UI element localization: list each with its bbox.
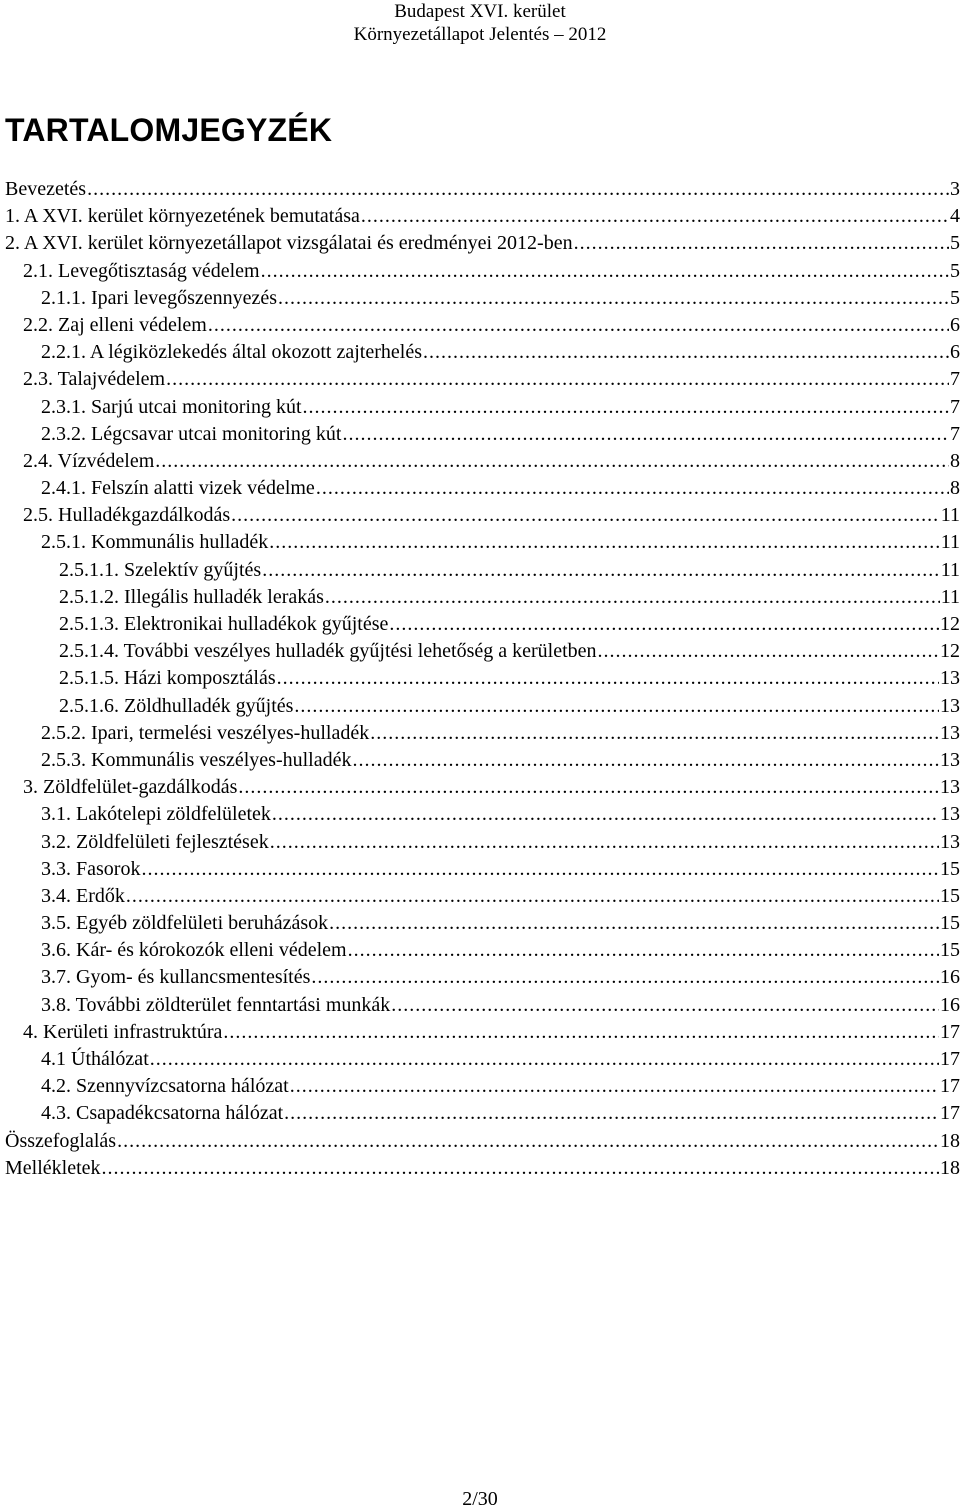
header-report-title: Környezetállapot Jelentés – 2012 — [353, 24, 607, 45]
toc-entry-page: 13 — [940, 803, 960, 826]
toc-leader-dots — [155, 448, 949, 475]
toc-entry[interactable] — [5, 394, 960, 421]
toc-leader-dots — [284, 1100, 939, 1127]
toc-entry[interactable] — [5, 693, 960, 720]
toc-entry[interactable] — [5, 475, 960, 502]
toc-entry-page: 15 — [940, 857, 960, 880]
toc-entry-label: 2.3.1. Sarjú utcai monitoring kút — [41, 395, 302, 418]
toc-leader-dots — [342, 421, 949, 448]
toc-entry-page: 6 — [950, 313, 960, 336]
toc-entry[interactable] — [5, 856, 960, 883]
toc-entry-page: 15 — [940, 912, 960, 935]
toc-leader-dots — [598, 638, 939, 665]
toc-entry[interactable] — [5, 312, 960, 339]
toc-entry[interactable] — [5, 665, 960, 692]
toc-entry-label: 2.2.1. A légiközlekedés által okozott zajterhelés — [41, 341, 422, 364]
toc-entry-label: 3.8. További zöldterület fenntartási munkák — [41, 993, 391, 1016]
toc-entry-page: 15 — [940, 939, 960, 962]
toc-entry-page: 7 — [950, 395, 960, 418]
toc-leader-dots — [316, 475, 949, 502]
toc-leader-dots — [370, 720, 939, 747]
toc-entry[interactable] — [5, 1073, 960, 1100]
toc-leader-dots — [102, 1155, 939, 1182]
toc-entry-label: 2.1. Levegőtisztaság védelem — [23, 259, 260, 282]
toc-entry[interactable] — [5, 502, 960, 529]
toc-entry-page: 4 — [950, 205, 960, 228]
toc-entry-label: 3.2. Zöldfelületi fejlesztések — [41, 830, 269, 853]
toc-entry[interactable] — [5, 638, 960, 665]
toc-title: TARTALOMJEGYZÉK — [5, 112, 333, 148]
toc-entry-page: 17 — [940, 1048, 960, 1070]
toc-entry[interactable] — [5, 1128, 960, 1155]
toc-leader-dots — [389, 611, 939, 638]
toc-entry-page: 5 — [950, 286, 960, 309]
toc-entry-page: 12 — [940, 613, 960, 635]
page-number: 2/30 — [462, 1488, 498, 1510]
toc-entry-page: 6 — [950, 341, 960, 364]
toc-leader-dots — [311, 964, 939, 991]
toc-leader-dots — [261, 258, 949, 285]
toc-entry[interactable] — [5, 910, 960, 937]
toc-entry-label: 2.5.1.4. További veszélyes hulladék gyűjtési lehetőség a kerületben — [59, 640, 597, 663]
toc-entry-page: 12 — [940, 640, 960, 663]
toc-entry-page: 11 — [940, 504, 960, 527]
toc-entry[interactable] — [5, 611, 960, 638]
toc-entry[interactable] — [5, 747, 960, 774]
toc-leader-dots — [277, 665, 939, 692]
toc-leader-dots — [329, 910, 939, 937]
toc-entry-label: 2.5.1.1. Szelektív gyűjtés — [59, 558, 262, 581]
toc-entry-label: 2.2. Zaj elleni védelem — [23, 313, 207, 336]
toc-entry-label: 4.3. Csapadékcsatorna hálózat — [41, 1102, 284, 1125]
toc-entry-label: 4. Kerületi infrastruktúra — [23, 1020, 223, 1043]
toc-entry-page: 5 — [950, 232, 960, 255]
toc-entry-page: 13 — [940, 694, 960, 717]
toc-leader-dots — [361, 203, 949, 230]
toc-entry[interactable] — [5, 421, 960, 448]
toc-entry-page: 7 — [950, 422, 960, 445]
toc-leader-dots — [269, 529, 940, 556]
toc-leader-dots — [423, 339, 949, 366]
toc-entry-page: 11 — [940, 531, 960, 554]
toc-leader-dots — [574, 230, 949, 257]
toc-entry-page: 16 — [940, 993, 960, 1016]
toc-entry[interactable] — [5, 774, 960, 801]
toc-entry-page: 11 — [940, 585, 960, 608]
toc-leader-dots — [117, 1128, 939, 1155]
toc-entry-page: 13 — [940, 667, 960, 690]
toc-entry[interactable] — [5, 1046, 960, 1073]
toc-leader-dots — [141, 856, 939, 883]
header-district: Budapest XVI. kerület — [394, 1, 566, 22]
toc-leader-dots — [166, 366, 949, 393]
toc-leader-dots — [353, 747, 940, 774]
toc-leader-dots — [150, 1046, 939, 1073]
toc-entry[interactable] — [5, 176, 960, 203]
toc-entry-page: 8 — [950, 449, 960, 472]
toc-entry-page: 18 — [940, 1129, 960, 1152]
toc-entry-page: 17 — [940, 1020, 960, 1043]
toc-entry-page: 5 — [950, 259, 960, 282]
toc-entry-label: 2.5.1.2. Illegális hulladék lerakás — [59, 585, 324, 608]
toc-entry-label: 2.5.1. Kommunális hulladék — [41, 531, 269, 554]
toc-entry[interactable] — [5, 529, 960, 556]
toc-entry[interactable] — [5, 992, 960, 1019]
toc-entry-label: 3.4. Erdők — [41, 884, 125, 907]
toc-entry[interactable] — [5, 366, 960, 393]
toc-entry-label: 3.3. Fasorok — [41, 857, 141, 880]
toc-entry-label: 3.6. Kár- és kórokozók elleni védelem — [41, 939, 347, 962]
toc-leader-dots — [278, 285, 949, 312]
toc-entry[interactable] — [5, 937, 960, 964]
toc-entry-label: 2.5.1.6. Zöldhulladék gyűjtés — [59, 694, 294, 717]
toc-entry-page: 15 — [940, 884, 960, 907]
toc-entry[interactable] — [5, 203, 960, 230]
toc-entry[interactable] — [5, 1155, 960, 1182]
toc-entry-page: 16 — [940, 966, 960, 989]
toc-entry[interactable] — [5, 829, 960, 856]
toc-entry[interactable] — [5, 258, 960, 285]
toc-entry-label: Bevezetés — [5, 178, 87, 200]
toc-entry[interactable] — [5, 339, 960, 366]
toc-entry-label: 4.1 Úthálózat — [41, 1048, 149, 1070]
toc-leader-dots — [87, 176, 949, 203]
toc-entry-label: 3.5. Egyéb zöldfelületi beruházások — [41, 912, 329, 935]
toc-entry-label: 2.4. Vízvédelem — [23, 449, 155, 472]
toc-entry-label: 3.7. Gyom- és kullancsmentesítés — [41, 966, 311, 989]
toc-entry[interactable] — [5, 285, 960, 312]
table-of-contents — [5, 176, 960, 1182]
toc-entry-label: 2.5.3. Kommunális veszélyes-hulladék — [41, 748, 352, 771]
toc-entry-label: 1. A XVI. kerület környezetének bemutatása — [5, 205, 360, 228]
toc-leader-dots — [303, 394, 949, 421]
toc-leader-dots — [262, 557, 940, 584]
toc-entry-page: 17 — [940, 1075, 960, 1098]
toc-entry[interactable] — [5, 448, 960, 475]
toc-entry[interactable] — [5, 584, 960, 611]
toc-leader-dots — [290, 1073, 939, 1100]
toc-entry[interactable] — [5, 720, 960, 747]
page-header — [0, 0, 960, 46]
toc-leader-dots — [294, 693, 939, 720]
toc-entry-page: 17 — [940, 1102, 960, 1125]
toc-entry-label: 2.5. Hulladékgazdálkodás — [23, 504, 231, 527]
toc-leader-dots — [325, 584, 940, 611]
toc-entry[interactable] — [5, 964, 960, 991]
toc-entry-label: 2.5.1.5. Házi komposztálás — [59, 667, 276, 690]
toc-leader-dots — [272, 801, 939, 828]
toc-entry[interactable] — [5, 1019, 960, 1046]
toc-entry-page: 7 — [950, 368, 960, 391]
toc-leader-dots — [231, 502, 940, 529]
toc-entry[interactable] — [5, 801, 960, 828]
toc-entry-label: 2.4.1. Felszín alatti vizek védelme — [41, 477, 315, 500]
toc-entry-page: 13 — [940, 776, 960, 799]
toc-entry-label: 2.1.1. Ipari levegőszennyezés — [41, 286, 278, 309]
toc-entry-page: 13 — [940, 830, 960, 853]
toc-entry-label: Összefoglalás — [5, 1129, 117, 1152]
toc-entry-label: 4.2. Szennyvízcsatorna hálózat — [41, 1075, 289, 1098]
toc-entry-label: 2.3. Talajvédelem — [23, 368, 166, 391]
toc-entry-label: 2.5.2. Ipari, termelési veszélyes-hulladék — [41, 721, 370, 744]
toc-leader-dots — [391, 992, 939, 1019]
toc-entry[interactable] — [5, 883, 960, 910]
toc-entry-label: 3.1. Lakótelepi zöldfelületek — [41, 803, 271, 826]
toc-entry-page: 11 — [940, 558, 960, 581]
toc-leader-dots — [348, 937, 939, 964]
toc-entry[interactable] — [5, 557, 960, 584]
toc-entry-page: 3 — [950, 178, 960, 200]
toc-leader-dots — [223, 1019, 939, 1046]
toc-leader-dots — [126, 883, 939, 910]
toc-leader-dots — [238, 774, 939, 801]
toc-entry-page: 18 — [940, 1156, 960, 1179]
toc-leader-dots — [208, 312, 949, 339]
toc-entry-page: 8 — [950, 477, 960, 500]
toc-entry[interactable] — [5, 230, 960, 257]
toc-entry-page: 13 — [940, 748, 960, 771]
toc-entry-label: 2.3.2. Légcsavar utcai monitoring kút — [41, 422, 342, 445]
toc-entry-page: 13 — [940, 721, 960, 744]
toc-leader-dots — [270, 829, 939, 856]
toc-entry-label: 3. Zöldfelület-gazdálkodás — [23, 776, 238, 799]
toc-entry[interactable] — [5, 1100, 960, 1127]
toc-entry-label: Mellékletek — [5, 1156, 101, 1179]
toc-entry-label: 2.5.1.3. Elektronikai hulladékok gyűjtése — [59, 613, 389, 635]
toc-entry-label: 2. A XVI. kerület környezetállapot vizsgálatai és eredményei 2012-ben — [5, 232, 573, 255]
